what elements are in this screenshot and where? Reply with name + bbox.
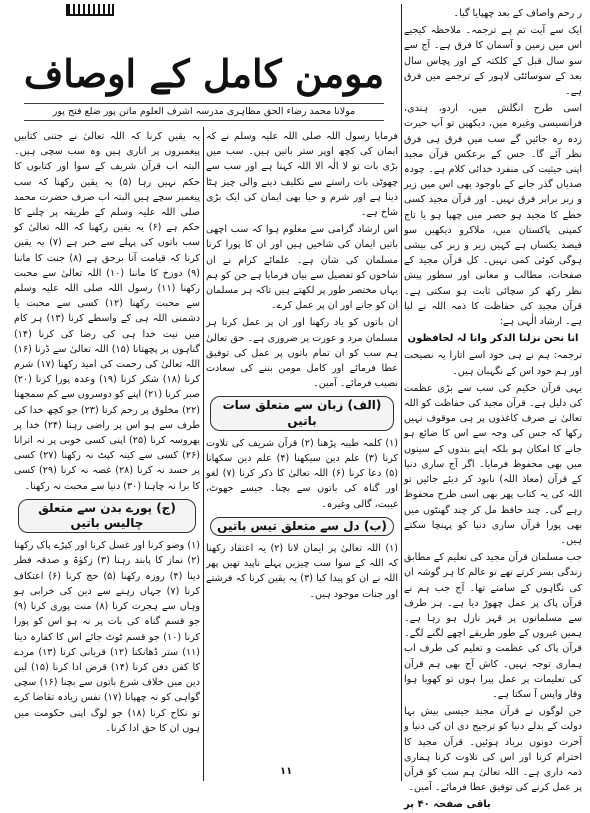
paragraph: جن لوگوں نے قرآن مجید جیسی بیش بہا دولت کے بدلے دنیا کو ترجیح دی ان کی دنیا و آخرت دونوں برباد ہوئیں۔ قرآن مجید کا احترام کرنا اور اس کی تلاوت کرنا ہماری ذمہ داری ہے۔ اللہ تعالیٰ ہم سب کو قرآن پر عمل کرنے کی توفیق عطا فرمائے۔ آمین۔ <box>404 706 582 794</box>
left-column <box>14 129 200 779</box>
quranic-verse: انا نحن نزلنا الذکر وانا لہ لحافظون <box>407 333 579 345</box>
paragraph: یہی قرآن حکیم کی سب سے بڑی عظمت کی دلیل ہے۔ قرآن مجید کی حفاظت کو اللہ تعالیٰ نے صرف کاغذوں پر ہی موقوف نہیں رکھا کہ جس کی وجہ سے اس کا ضائع ہو جانے کا امکان ہو بلکہ اپنے بندوں کے سینوں میں بھی محفوظ فرمایا۔ اگر آج ساری دنیا کے قرآن (معاذ اللہ) نابود کر دیئے جائیں تو اللہ کی یہ کتاب پھر بھی اسی طرح محفوظ رہے گی۔ چند حافظ مل کر چند گھنٹوں میں بھی پورا قرآن ساری دنیا کو پہنچا سکتے ہیں۔ <box>404 382 582 546</box>
section-heading: (ج) پورے بدن سے متعلق چالیس باتیں <box>18 499 196 533</box>
paragraph: ترجمہ: ہم نے ہی خود اسے اتارا یہ نصیحت اور ہم خود اس کے نگہبان ہیں۔ <box>404 350 582 377</box>
article-header <box>10 49 398 127</box>
list-paragraph: (۱) اللہ تعالیٰ پر ایمان لانا (۲) یہ اعتقاد رکھنا کہ اللہ کے سوا سب چیزیں پہلے ناپید تھیں پھر اللہ نے ان کو پیدا کیا (۳) یہ یقین کرنا کہ فرشتے اور جنات موجود ہیں۔ <box>206 543 398 600</box>
section-heading: (الف) زبان سے متعلق سات باتیں <box>210 396 394 430</box>
article-title: مومن کامل کے اوصاف <box>23 51 385 96</box>
column-divider <box>203 127 204 781</box>
paragraph: ایک سے آیت تم ہے ترجمہ۔ ملاحظہ کیجیے اس میں زمین و آسمان کا فرق ہے۔ آج سے سو سال قبل کے کلکتہ کے اور پچاس سال بعد کے سوسائٹی لاہور کے ترجمے میں فرق ہے۔ <box>404 25 582 98</box>
list-paragraph: (۱) کلمہ طیبہ پڑھنا (۲) قرآن شریف کی تلاوت کرنا (۳) علم دین سیکھنا (۴) علم دین سکھانا (۵) دعا کرنا (۶) اللہ تعالیٰ کا ذکر کرنا (۷) لغو اور گناہ کی باتوں سے بچنا۔ جیسے جھوٹ، غیبت، گالی وغیرہ۔ <box>206 437 399 510</box>
paragraph: اسی طرح انگلش میں، اردو، ہندی، فرانسیسی وغیرہ میں، دیکھیں تو آپ حیرت زدہ رہ جائیں گے سب میں فرق ہی فرق نظر آئے گا۔ جس کے برعکس قرآن مجید اپنی حیثیت کی منفرد خدائی کلام ہے۔ چودہ صدیاں گذر جانے کے باوجود بھی اس میں زیر و زبر برابر فرق نہیں۔ اور قرآن مجید کسی خطے کا مجید ہو حصر میں چھپا ہو یا تاج کمپنی پاکستان میں، ملاکرو دیکھیں سو فیصد یکساں ہے کہیں زیر و زبر کی بیشی ہوگی کوئی کمی نہیں۔ کل قرآن مجید کے صفحات، مطالب و معانی اور سطور پیش نظر رکھ کر سچائی ثابت ہو سکتی ہے۔ قرآن مجید کی حفاظت کا ذمہ اللہ نے لیا ہے۔ ارشاد الٰہی ہے: <box>404 103 582 328</box>
author-byline: مولانا محمد رضاء الحق مظاہری مدرسہ اشرف العلوم ماتن پور ضلع فتح پور <box>24 103 384 121</box>
masthead-logo <box>66 4 114 16</box>
page-frame <box>6 4 584 811</box>
continued-note: باقی صفحہ ۴۰ پر <box>404 799 491 811</box>
list-paragraph: (۱) وضو کرنا اور غسل کرنا اور کپڑے پاک رکھنا (۲) نماز کا پابند رہنا (۳) زکوٰۃ و صدقہ فطر دینا (۴) روزہ رکھنا (۵) حج کرنا (۶) اعتکاف کرنا (۷) جہاں رہنے سے دین کی خرابی ہو وہاں سے ہجرت کرنا (۸) منت پوری کرنا (۹) جو قسم گناہ کی بات پر نہ ہو اس کو پورا کرنا (۱۰) جو قسم ٹوٹ جائے اس کا کفارہ دینا (۱۱) ستر ڈھانکنا (۱۲) قربانی کرنا (۱۳) مردے کا کفن دفن کرنا (۱۴) قرض ادا کرنا (۱۵) لین دین میں خلاف شرع باتوں سے بچنا (۱۶) سچی گواہی کو نہ چھپانا (۱۷) نفس زیادہ تقاضا کرے تو نکاح کرنا (۱۸) جو لوگ اپنی حکومت میں ہوں ان کا حق ادا کرنا۔ <box>14 540 201 734</box>
page-number: ۱۱ <box>280 766 293 777</box>
paragraph: فرمایا رسول اللہ صلی اللہ علیہ وسلم نے کہ ایمان کی کچھ اوپر ستر باتیں ہیں۔ سب میں بڑی بات تو لا الٰہ الا اللہ کہنا ہے اور سب سے چھوٹی بات راستے سے تکلیف دینے والی چیز ہٹا دینا ہے اور شرم و حیا بھی ایمان کی ایک بڑی شاخ ہے۔ <box>206 131 398 219</box>
right-column <box>404 6 582 811</box>
paragraph: ر رحم واصاف کے بعد چھپایا گیا۔ <box>453 8 582 19</box>
section-heading: (ب) دل سے متعلق تیس باتیں <box>210 517 394 536</box>
paragraph: جب مسلمان قرآن مجید کی تعلیم کے مطابق زندگی بسر کرتے تھے تو عالم کا ہر گوشہ ان کی نگاہوں کے سامنے تھا۔ آج جب ہم نے قرآن پاک پر عمل چھوڑ دیا ہے۔ ہر طرف سے مسلمانوں پر قہر نازل ہو رہا ہے۔ ہمیں غیروں کے طور طریقے اچھے لگنے لگے۔ قرآن پاک کی عظمت و تعلیم کی طرف اب ہماری توجہ نہیں۔ کاش آج بھی ہم قرآن کی تعلیمات پر عمل پیرا ہوں تو کھویا ہوا وقار واپس آ سکتا ہے۔ <box>404 552 582 700</box>
list-paragraph: یہ یقین کرنا کہ اللہ تعالیٰ نے جتنی کتابیں پیغمبروں پر اتاری ہیں وہ سب سچی ہیں۔ البتہ اب قرآن شریف کے سوا اور کتابوں کا حکم نہیں رہا (۵) یہ یقین رکھنا کہ سب پیغمبر سچے ہیں البتہ اب صرف حضرت محمد صلی اللہ علیہ وسلم کے طریقہ پر چلنے کا حکم ہے (۶) یہ یقین رکھنا کہ اللہ تعالیٰ کو سب باتوں کی پہلے سے خبر ہے (۷) یہ یقین کرنا کہ قیامت آنا برحق ہے (۸) جنت کا ماننا (۹) دوزخ کا ماننا (۱۰) اللہ تعالیٰ سے محبت رکھنا (۱۱) رسول اللہ صلی اللہ علیہ وسلم سے محبت رکھنا (۱۲) کسی سے محبت یا دشمنی اللہ ہی کے واسطے کرنا (۱۳) ہر کام میں نیت خدا ہی کی رضا کی کرنا (۱۴) گناہوں پر پچھتانا (۱۵) اللہ تعالیٰ سے ڈرنا (۱۶) اللہ تعالیٰ کی رحمت کی امید رکھنا (۱۷) شرم کرنا (۱۸) شکر کرنا (۱۹) وعدہ پورا کرنا (۲۰) صبر کرنا (۲۱) اپنے کو دوسروں سے کم سمجھنا (۲۲) مخلوق پر رحم کرنا (۲۳) جو کچھ خدا کی طرف سے ہو اس پر راضی رہنا (۲۴) خدا پر بھروسہ کرنا (۲۵) اپنی کسی خوبی پر نہ اترانا (۲۶) کسی سے کینہ کپٹ نہ رکھنا (۲۷) کسی پر حسد نہ کرنا (۲۸) غصہ نہ کرنا (۲۹) کسی کا برا نہ چاہنا (۳۰) دنیا سے محبت نہ رکھنا۔ <box>14 131 201 492</box>
paragraph: اس ارشاد گرامی سے معلوم ہوا کہ سب اچھی باتیں ایمان کی شاخیں ہیں اور ان کا پورا کرنا مسلمان کی شان ہے۔ علمائے کرام نے ان شاخوں کو تفصیل سے بیان فرمایا ہے جن کو ہم یہاں مختصر طور پر لکھتے ہیں تاکہ ہر مسلمان ان کو جانے اور ان پر عمل کرے۔ <box>206 224 398 312</box>
paragraph: ان باتوں کو یاد رکھنا اور ان پر عمل کرنا ہر مسلمان مرد و عورت پر ضروری ہے۔ حق تعالیٰ ہم سب کو ان تمام باتوں پر عمل کی توفیق عطا فرمائے اور کامل مومن بننے کی سعادت نصیب فرمائے۔ آمین۔ <box>206 317 398 390</box>
column-divider <box>401 4 402 781</box>
middle-column <box>206 129 398 779</box>
